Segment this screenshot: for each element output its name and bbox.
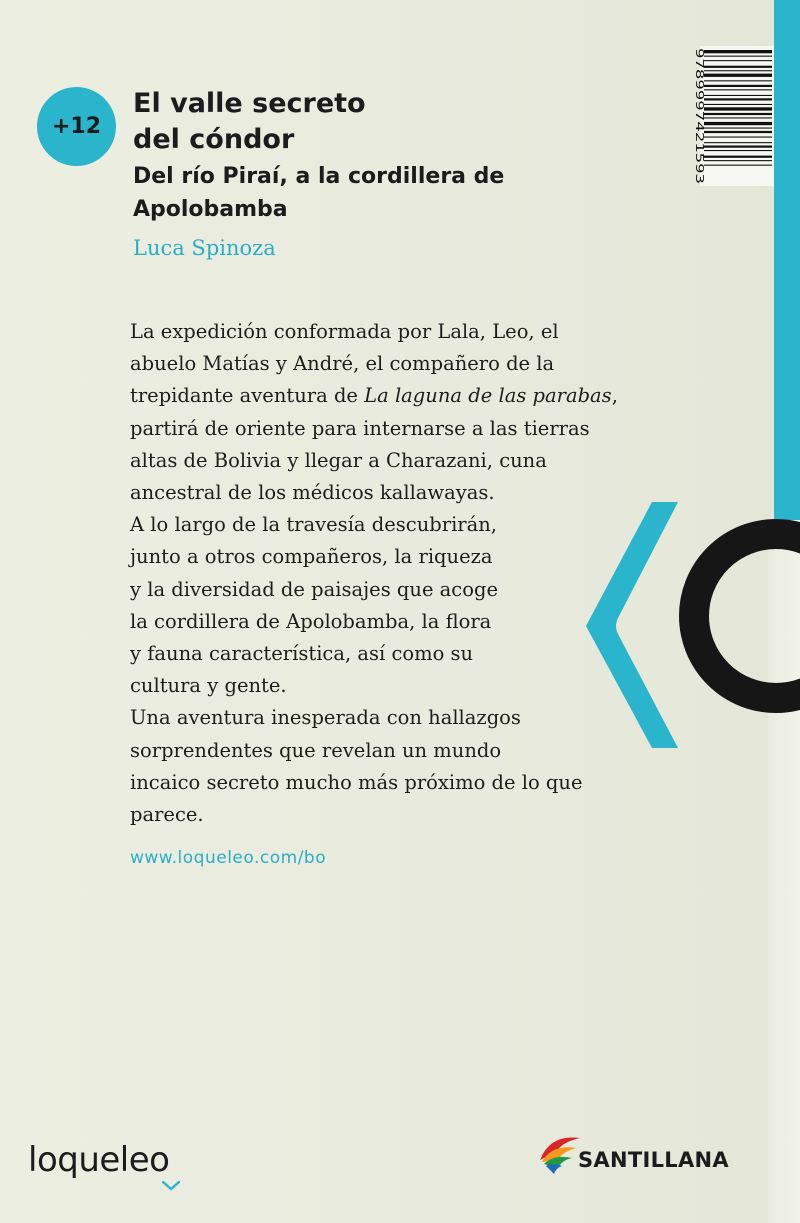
barcode-bar — [704, 146, 772, 148]
synopsis-line: cultura y gente. — [130, 674, 287, 698]
synopsis-line: Una aventura inesperada con hallazgos — [130, 706, 521, 730]
barcode-bar — [704, 104, 772, 105]
book-subtitle — [133, 160, 504, 226]
website-link[interactable]: www.loqueleo.com/bo — [130, 848, 327, 868]
publisher-name: SANTILLANA — [578, 1148, 729, 1172]
barcode-bar — [704, 165, 772, 166]
barcode-bar — [704, 128, 772, 129]
barcode-bar — [704, 113, 772, 115]
synopsis-line: sorprendentes que revelan un mundo — [130, 738, 502, 762]
barcode-bar — [704, 70, 772, 71]
barcode-bar — [704, 160, 772, 161]
barcode-bar — [704, 107, 772, 110]
isbn-barcode — [684, 46, 774, 186]
book-title-line: del cóndor — [133, 124, 295, 155]
decorative-chevron-ring — [580, 496, 800, 756]
synopsis-line: A lo largo de la travesía descubrirán, — [130, 513, 498, 537]
barcode-bar — [704, 95, 772, 96]
synopsis-line: La expedición conformada por Lala, Leo, el — [130, 320, 559, 343]
ring-shape — [694, 534, 800, 698]
synopsis-line: partirá de oriente para internarse a las tierras — [130, 416, 590, 440]
barcode-bar — [704, 98, 772, 100]
synopsis-line: ancestral de los médicos kallawayas. — [130, 481, 495, 505]
age-rating-badge — [37, 87, 116, 166]
barcode-bar — [704, 117, 772, 118]
barcode-bar — [704, 131, 772, 133]
book-subtitle-line: Del río Piraí, a la cordillera de — [133, 164, 505, 189]
synopsis-line — [130, 380, 618, 412]
synopsis-line: parece. — [130, 803, 204, 827]
isbn-number: 9789997421593 — [693, 48, 706, 135]
book-title — [133, 86, 366, 158]
barcode-bar — [704, 150, 772, 151]
barcode-bar — [704, 50, 772, 53]
barcode-bar — [704, 122, 772, 125]
barcode-bar — [704, 89, 772, 90]
chevron-shape — [586, 502, 678, 748]
barcode-bar — [704, 156, 772, 158]
book-title-line: El valle secreto — [133, 88, 366, 119]
imprint-logo: loqueleo — [28, 1140, 170, 1180]
referenced-book-title: La laguna de las parabas — [364, 384, 612, 408]
barcode-bar — [704, 56, 772, 57]
synopsis-line: incaico secreto mucho más próximo de lo que — [130, 770, 583, 794]
synopsis-line: junto a otros compañeros, la riqueza — [130, 545, 493, 569]
synopsis-line: abuelo Matías y André, el compañero de la — [130, 352, 555, 376]
age-rating-label: +12 — [51, 114, 102, 139]
barcode-bar — [704, 66, 772, 68]
imprint-logo-mark-icon — [162, 1181, 180, 1191]
publisher-logo — [536, 1128, 736, 1178]
barcode-bar — [704, 137, 772, 138]
synopsis — [130, 316, 618, 831]
synopsis-text: trepidante aventura de — [130, 384, 365, 408]
synopsis-line: y la diversidad de paisajes que acoge — [130, 577, 498, 601]
synopsis-text: , — [611, 384, 618, 408]
barcode-bar — [704, 74, 772, 77]
barcode-bar — [704, 60, 772, 61]
synopsis-line: altas de Bolivia y llegar a Charazani, cuna — [130, 448, 547, 472]
barcode-bar — [704, 142, 772, 143]
synopsis-line: la cordillera de Apolobamba, la flora — [130, 609, 492, 633]
synopsis-line: y fauna característica, así como su — [130, 642, 474, 666]
author-name: Luca Spinoza — [133, 236, 276, 260]
barcode-bar — [704, 80, 772, 81]
barcode-bar — [704, 85, 772, 87]
book-subtitle-line: Apolobamba — [133, 197, 288, 222]
spine-accent-strip — [774, 0, 800, 520]
